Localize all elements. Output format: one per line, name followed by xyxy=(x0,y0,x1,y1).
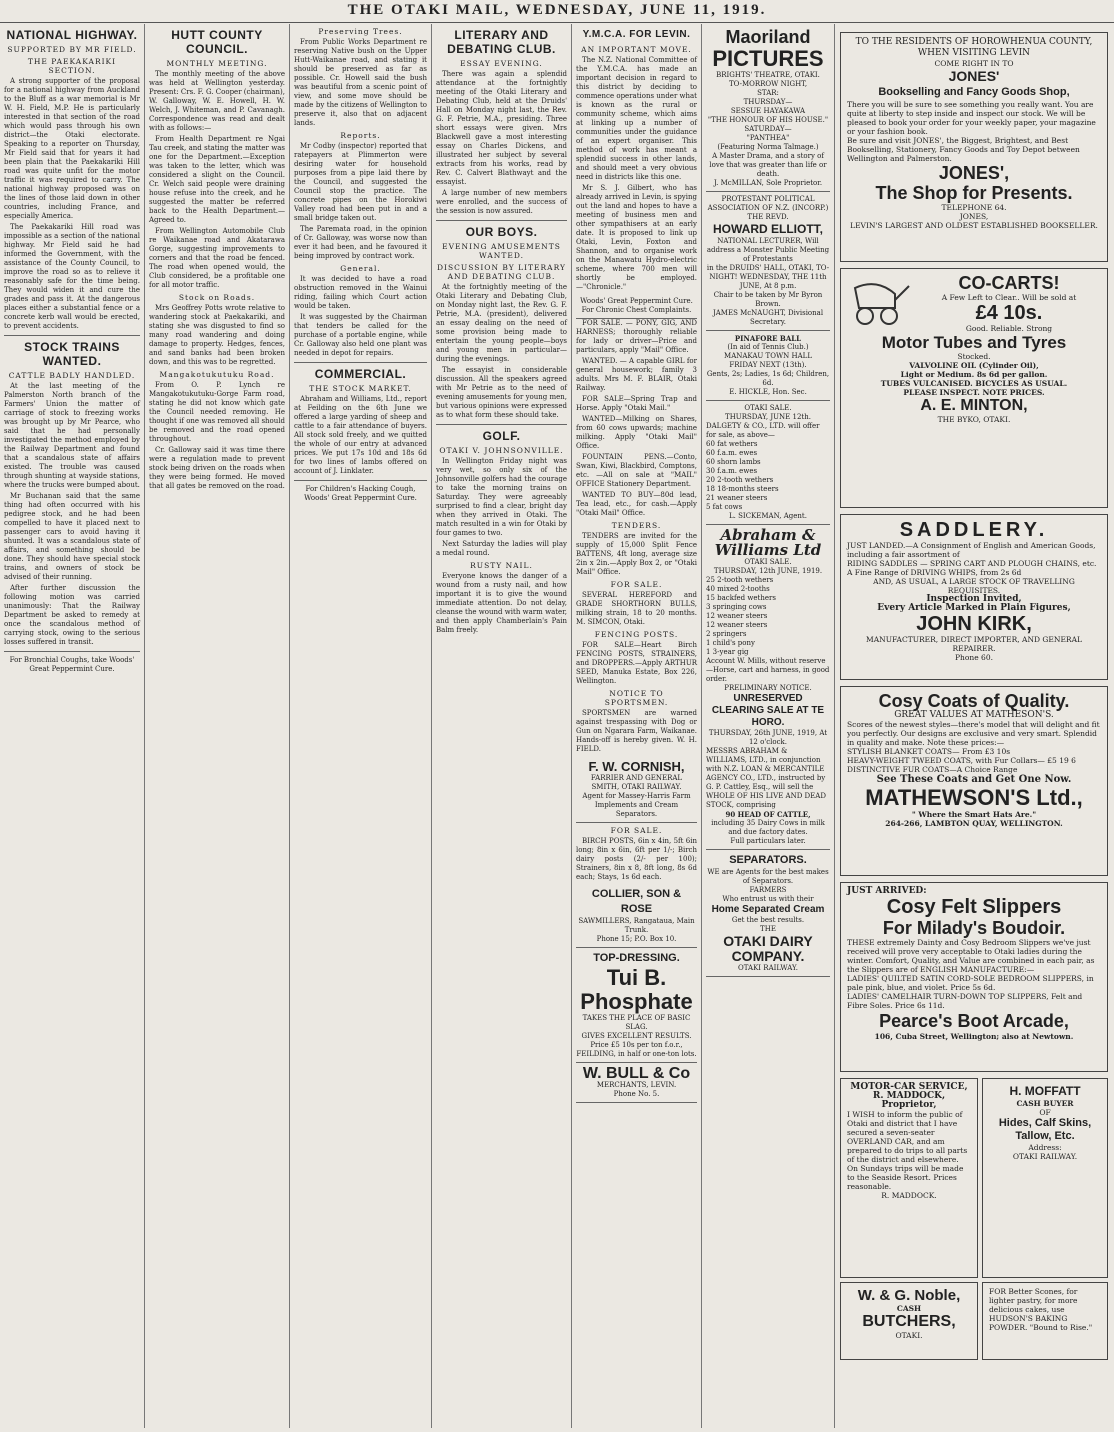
moffatt-hides-ad: H. MOFFATT CASH BUYER OF Hides, Calf Skins, Tallow, Etc. Address: OTAKI RAILWAY. xyxy=(982,1078,1108,1278)
subhead: OTAKI V. JOHNSONVILLE. xyxy=(439,446,564,455)
abraham-williams-ad: Abraham & Williams Ltd OTAKI SALE. THURSDAY, 12th JUNE, 1919. 25 2-tooth wethers 40 mixed 2-tooths 15 backfed wethers 3 springing cows 12 weaner steers 12 weaner steers 2 springers 1 child's pony 1 3-year gig Account W. Mills, without reserve—Horse, cart and harness, in good order. PRELIMINARY NOTICE. UNRESERVED CLEARING SALE AT TE HORO. THURSDAY, 26th JUNE, 1919, At 12 o'clock. MESSRS ABRAHAM & WILLIAMS, LTD., in conjunction with N.Z. LOAN & MERCANTILE AGENCY CO., LTD., instructed by G. P. Cattley, Esq., will sell the WHOLE OF HIS LIVE AND DEAD STOCK, comprising 90 HEAD OF CATTLE, including 35 Dairy Cows in milk and due factory dates. Full particulars later. xyxy=(706,525,830,850)
subhead: AN IMPORTANT MOVE. xyxy=(581,45,692,54)
article-paragraph: Cr. Galloway said it was time there were a regulation made to prevent stock being driven on the roads when they were being formed. He moved that all gates be removed on the road. xyxy=(149,446,285,490)
noble-butchers-ad: W. & G. Noble, CASH BUTCHERS, OTAKI. xyxy=(840,1282,978,1360)
headline-golf: GOLF. xyxy=(482,429,521,443)
column-6 xyxy=(702,24,835,1428)
classified-ad: SEVERAL HEREFORD and GRADE SHORTHORN BULLS, milking strain, 18 to 20 months. M. SIMCON, Otaki. xyxy=(576,591,697,626)
subhead: MONTHLY MEETING. xyxy=(166,59,268,68)
classified-ad: FOR SALE. — PONY, GIG, AND HARNESS; thoroughly reliable for lady or driver—Price and particulars, apply "Mail" Office. xyxy=(576,319,697,354)
article-paragraph: Mrs Geoffrey Potts wrote relative to wandering stock at Paekakariki, and stating she was disgusted to find so many road wandering and doing damage to property. Hedges, fences, and sand banks had been broken down, and this was to be regretted. xyxy=(149,304,285,366)
article-paragraph: The N.Z. National Committee of the Y.M.C.A. has made an important decision in regard to this district by deciding to commence operations under what is known as the rural or community scheme, which aims at linking up a number of communities under the guidance of an expert organiser. This method of work has meant a splendid success in other lands, and should meet a very obvious need in districts like this one. xyxy=(576,56,697,181)
maoriland-pictures-ad: Maoriland PICTURES BRIGHTS' THEATRE, OTAKI. TO-MORROW NIGHT, STAR: THURSDAY— SESSUE HAYAKAWA "THE HONOUR OF HIS HOUSE." SATURDAY— "PANTHEA" (Featuring Norma Talmage.) A Master Drama, and a story of love that was greater than life or death. J. McMILLAN, Sole Proprietor. xyxy=(706,24,830,192)
column-5 xyxy=(572,24,702,1428)
masthead: THE OTAKI MAIL, WEDNESDAY, JUNE 11, 1919. xyxy=(0,0,1114,23)
article-paragraph: Mr S. J. Gilbert, who has already arrived in Levin, is spying out the land and hopes to have a meeting of business men and other sympathisers at an early date. It is proposed to link up Otaki, Levin, Foxton and Shannon, and to organise work on the Manawatu Hydro-electric scheme, where 700 men will shortly be employed.—"Chronicle." xyxy=(576,184,697,291)
pinafore-ball-ad: PINAFORE BALL (In aid of Tennis Club.) MANAKAU TOWN HALL FRIDAY NEXT (13th). Gents, 2s; Ladies, 1s 6d; Children, 6d. E. HICKLE, Hon. Sec. xyxy=(706,331,830,401)
headline-ymca: Y.M.C.A. FOR LEVIN. xyxy=(582,29,691,40)
maddock-motor-ad: MOTOR-CAR SERVICE, R. MADDOCK, Proprietor, I WISH to inform the public of Otaki and district that I have secured a seven-seater OVERLAND CAR, and am prepared to do trips to all parts of the district and elsewhere. On Sundays trips will be made to the Seaside Resort. Prices reasonable. R. MADDOCK. xyxy=(840,1078,978,1278)
article-paragraph: The monthly meeting of the above was held at Wellington yesterday. Present: Crs. F. G. Cooper (chairman), W. Galloway, W. E. Howell, H. W. Welch, J. Whiteman, and P. Cavanagh. Correspondence was read and dealt with as follows:— xyxy=(149,70,285,132)
subhead: RUSTY NAIL. xyxy=(470,561,533,570)
classified-ad: TENDERS are invited for the supply of 15,000 Split Fence BATTENS, 4ft long, average size 2in x 2in.—Apply Box 2, or "Otaki Mail" Office. xyxy=(576,532,697,576)
headline-our-boys: OUR BOYS. xyxy=(465,225,538,239)
divider xyxy=(4,651,140,652)
article-paragraph: From Health Department re Ngai Tau creek, and stating the matter was one for the Department.—Exception was taken to the letter, which was considered a slight on the Council. Cr. Welch said people were draining house refuse into the creek, and he suggested the matter be referred back to the Health Department.—Agreed to. xyxy=(149,135,285,224)
separators-ad: SEPARATORS. WE are Agents for the best makes of Separators. FARMERS Who entrust us with their Home Separated Cream Get the best results. THE OTAKI DAIRY COMPANY. OTAKI RAILWAY. xyxy=(706,850,830,977)
headline-literary-club: LITERARY AND DEBATING CLUB. xyxy=(447,28,556,56)
dalgety-sale-ad: OTAKI SALE. THURSDAY, JUNE 12th. DALGETY & CO., LTD. will offer for sale, as above— 60 fat wethers 60 f.a.m. ewes 60 shorn lambs 30 f.a.m. ewes 20 2-tooth wethers 18 18-months steers 21 weaner steers 5 fat cows L. SICKEMAN, Agent. xyxy=(706,401,830,525)
subhead: Reports. xyxy=(340,131,381,140)
classified-ad: BIRCH POSTS, 6in x 4in, 5ft 6in long; 8in x 6in, 6ft per 1/-; Birch dairy posts (2/- per 100); Strainers, 8in x 8, 8ft long, 8s 6d each; Stays, 1s 6d each. xyxy=(576,837,697,881)
classified-ad: WANTED TO BUY—80d lead, Tea lead, etc., for cash.—Apply "Otaki Mail" Office. xyxy=(576,491,697,517)
pram-icon xyxy=(847,280,917,326)
mathewsons-coats-ad: Cosy Coats of Quality. GREAT VALUES AT MATHESON'S. Scores of the newest styles—there's model that will delight and fit you perfectly. Our designs are exclusive and very smart. Splendid in quality and make. Note these prices:— STYLISH BLANKET COATS— From £3 10s HEAVY-WEIGHT TWEED COATS, with Fur Collars— £5 19 6 DISTINCTIVE FUR COATS—A Choice Range See These Coats and Get One Now. MATHEWSON'S Ltd., " Where the Smart Hats Are." 264-266, LAMBTON QUAY, WELLINGTON. xyxy=(840,686,1108,876)
protestant-meeting-ad: PROTESTANT POLITICAL ASSOCIATION OF N.Z. (INCORP.) THE REVD. HOWARD ELLIOTT, NATIONAL LECTURER, Will address a Monster Public Meeting of Protestants in the DRUIDS' HALL, OTAKI, TO-NIGHT! WEDNESDAY, THE 11th JUNE, At 8 p.m. Chair to be taken by Mr Byron Brown. JAMES McNAUGHT, Divisional Secretary. xyxy=(706,192,830,331)
subhead: SUPPORTED BY MR FIELD. xyxy=(7,45,137,54)
article-paragraph: From O. P. Lynch re Mangakotukutuku-Gorge Farm road, stating he did not know which gate the Council needed removing. He thought if one was removed all should be removed and the road opened throughout. xyxy=(149,381,285,443)
baking-powder-ad: FOR Better Scones, for lighter pastry, for more delicious cakes, use HUDSON'S BAKING POWDER. "Bound to Rise." xyxy=(982,1282,1108,1360)
subhead: TENDERS. xyxy=(611,521,662,530)
footer-ad: For Bronchial Coughs, take Woods' Great Peppermint Cure. xyxy=(9,656,135,673)
column-1 xyxy=(0,24,145,1428)
divider xyxy=(436,220,567,221)
subhead: FOR SALE. xyxy=(610,826,663,835)
subhead: Mangakotukutuku Road. xyxy=(159,370,275,379)
headline-hutt-council: HUTT COUNTY COUNCIL. xyxy=(171,28,263,56)
subhead: ESSAY EVENING. xyxy=(460,59,543,68)
column-4 xyxy=(432,24,572,1428)
bull-ad: W. BULL & Co MERCHANTS, LEVIN. Phone No. 5. xyxy=(576,1063,697,1103)
classified-ad: SPORTSMEN are warned against trespassing with Dog or Gun on Ngarara Farm, Waikanae. Hands-off is hereby given. W. H. FIELD. xyxy=(576,709,697,753)
subhead: General. xyxy=(340,264,381,273)
pearces-slippers-ad: JUST ARRIVED: Cosy Felt Slippers For Milady's Boudoir. THESE extremely Dainty and Cosy Bedroom Slippers we've just received will prove very acceptable to Otaki ladies during the winter. Comfort, Quality, and Value are combined in each pair, as the Slippers are of ENGLISH MANUFACTURE:— LADIES' QUILTED SATIN CORD-SOLE BEDROOM SLIPPERS, in pale pink, blue, and violet. Price 5s 6d. LADIES' CAMELHAIR TURN-DOWN TOP SLIPPERS, Felt and Fibre Soles. Price 6s 11d. Pearce's Boot Arcade, 106, Cuba Street, Wellington; also at Newtown. xyxy=(840,882,1108,1072)
cocart-header: CO-CARTS! A Few Left to Clear.. Will be sold at £4 10s. Good. Reliable. Strong xyxy=(847,273,1101,333)
article-paragraph: At the last meeting of the Palmerston North branch of the Farmers' Union the matter of carriage of stock to freezing works was brought up by Mr Pearce, who said that he had personally investigated the method employed by the Railway Department and found that a scandalous state of affairs existed. The trouble was caused through shunting at wayside stations, where the trucks were bumped about. xyxy=(4,382,140,489)
article-paragraph: Everyone knows the danger of a wound from a rusty nail, and how important it is to give the wound immediate attention. Do not delay, cleanse the wound with warm water, and then apply Chamberlain's Pain Balm freely. xyxy=(436,572,567,634)
footer-ad: For Children's Hacking Cough, Woods' Great Peppermint Cure. xyxy=(304,485,417,502)
divider xyxy=(294,480,427,481)
subhead: THE STOCK MARKET. xyxy=(309,384,412,393)
column-2 xyxy=(145,24,290,1428)
headline-national-highway: NATIONAL HIGHWAY. xyxy=(6,28,138,42)
classified-ad: FOR SALE—Spring Trap and Horse. Apply "Otaki Mail." xyxy=(576,395,697,412)
article-paragraph: A strong supporter of the proposal for a national highway from Auckland to the Bluff as a war memorial is Mr W. H. Field, M.P. He is particularly interested in that section of the road which would pass through his own district—the Otaki electorate. Speaking to a reporter on Thursday, Mr Field said that for years it had been plain that the Paekakariki Hill road was quite unfit for the motor traffic it was required to carry. The national highway proposed was on the lines of those laid down in other countries, including France, and especially America. xyxy=(4,77,140,220)
article-paragraph: Abraham and Williams, Ltd., report at Feilding on the 6th June we offered a large yarding of sheep and cattle to a fair attendance of buyers. All stock sold freely, and we quitted the whole of our entry at advanced prices. We put 17s 10d and 18s 6d for two lines of lambs offered on account of J. Linklater. xyxy=(294,395,427,475)
article-paragraph: The Paekakariki Hill road was impossible as a section of the national highway. Mr Field said he had informed the Government, with the assistance of the County Council, to improve the road so as to relieve it reasonably safe for the time being. They would widen it and cure the grades and pass it. At the dangerous places either a substantial fence or a concrete kerb wall would be erected, to prevent accidents. xyxy=(4,223,140,330)
article-paragraph: The Paremata road, in the opinion of Cr. Galloway, was worse now than ever it had been, and he favoured it being improved by contract work. xyxy=(294,225,427,260)
subhead: FENCING POSTS. xyxy=(594,630,679,639)
collier-ad: COLLIER, SON & ROSE SAWMILLERS, Rangataua, Main Trunk. Phone 15; P.O. Box 10. xyxy=(576,884,697,948)
article-paragraph: The essayist in considerable discussion. All the speakers agreed with Mr Petrie as to the need of evening amusements for young men, but various opinions were expressed as to what form these should take. xyxy=(436,366,567,419)
divider xyxy=(436,424,567,425)
headline-stock-trains: STOCK TRAINS WANTED. xyxy=(24,340,120,368)
classified-ad: WANTED. — A capable GIRL for general housework; family 3 adults. Mrs M. F. BLAIR, Otaki Railway. xyxy=(576,357,697,392)
subhead: EVENING AMUSEMENTS WANTED. xyxy=(442,242,561,260)
classified-ad: FOR SALE—Heart Birch FENCING POSTS, STRAINERS, and DROPPERS.—Apply ARTHUR SEED, Manuka Estate, Box 226, Wellington. xyxy=(576,641,697,685)
subhead: Stock on Roads. xyxy=(178,293,256,302)
classified-ad: FOUNTAIN PENS.—Conto, Swan, Kiwi, Blackbird, Comptons, etc. —All on sale at "MAIL" OFFICE Stationery Department. xyxy=(576,453,697,488)
divider xyxy=(294,362,427,363)
divider xyxy=(4,335,140,336)
subhead: NOTICE TO SPORTSMEN. xyxy=(604,689,669,707)
article-paragraph: There was again a splendid attendance at the fortnightly meeting of the Otaki Literary and Debating Club, held at the Druids' Hall on Monday night last, the Rev. G. F. Petrie, M.A., presiding. Three short essays were given. Mrs Blackwell gave a most interesting essay on Charles Dickens, and illustrated her subject by several extracts from his works, read by Rev. C. Calvert Blathwayt and the essayist. xyxy=(436,70,567,186)
article-paragraph: Next Saturday the ladies will play a medal round. xyxy=(436,540,567,557)
subhead: DISCUSSION BY LITERARY AND DEBATING CLUB. xyxy=(437,263,566,281)
classified-ad: WANTED—Milking on Shares, from 60 cows upwards; machine milking. Apply "Otaki Mail" Office. xyxy=(576,415,697,450)
article-paragraph: A large number of new members were enrolled, and the success of the session is now assured. xyxy=(436,189,567,215)
subhead: CATTLE BADLY HANDLED. xyxy=(8,371,136,380)
article-paragraph: It was suggested by the Chairman that tenders be called for the purchase of a portable engine, while Cr. Galloway also held one plant was needed in depot for repairs. xyxy=(294,313,427,357)
minton-cocarts-ad: CO-CARTS! A Few Left to Clear.. Will be sold at £4 10s. Good. Reliable. Strong Motor Tubes and Tyres Stocked. VALVOLINE OIL (Cylinder Oil), Light or Medium. 8s 6d per gallon. TUBES VULCANISED. BICYCLES AS USUAL. PLEASE INSPECT. NOTE PRICES. A. E. MINTON, THE BYKO, OTAKI. xyxy=(840,268,1108,508)
article-paragraph: Mr Buchanan said that the same thing had often occurred with his pedigree stock, and he had been compelled to have it placed next to passenger cars to avoid having it shunted. It was a scandalous state of affairs, and something should be done. They should have special stock trains, and owners of stock be advised of their running. xyxy=(4,492,140,581)
article-paragraph: Mr Codby (inspector) reported that ratepayers at Plimmerton were desiring water for household purposes from a pipe laid there by the Council, and suggested the Council stop the practice. The concrete pipes on the Horokiwi Valley road had been put in and a small bridge taken out. xyxy=(294,142,427,222)
jones-bookseller-ad: TO THE RESIDENTS OF HOROWHENUA COUNTY, WHEN VISITING LEVIN COME RIGHT IN TO JONES' Bookselling and Fancy Goods Shop, There you will be sure to see something you really want. You are quite at liberty to step inside and inspect our stock. We will be pleased to book your order for your weekly paper, your magazine or your fashion book. Be sure and visit JONES', the Biggest, Brightest, and Best Bookselling, Stationery, Fancy Goods and Toy Depot between Wellington and Palmerston. JONES', The Shop for Presents. TELEPHONE 64. JONES, LEVIN'S LARGEST AND OLDEST ESTABLISHED BOOKSELLER. xyxy=(840,32,1108,262)
article-paragraph: After further discussion the following motion was carried unanimously: That the Railway Department be asked to remedy at once the scandalous method of carrying stock, owing to the serious losses suffered in transit. xyxy=(4,584,140,646)
subhead: THE PAEKAKARIKI SECTION. xyxy=(27,57,117,75)
peppermint-ad: Woods' Great Peppermint Cure. For Chronic Chest Complaints. xyxy=(576,294,697,319)
cornish-ad: F. W. CORNISH, FARRIER AND GENERAL SMITH, OTAKI RAILWAY. Agent for Massey-Harris Farm Implements and Cream Separators. xyxy=(576,756,697,823)
kirk-saddlery-ad: SADDLERY. JUST LANDED.—A Consignment of English and American Goods, including a fair assortment of RIDING SADDLES — SPRING CART AND PLOUGH CHAINS, etc. A Fine Range of DRIVING WHIPS, from 2s 6d AND, AS USUAL, A LARGE STOCK OF TRAVELLING REQUISITES. Inspection Invited, Every Article Marked in Plain Figures, JOHN KIRK, MANUFACTURER, DIRECT IMPORTER, AND GENERAL REPAIRER. Phone 60. xyxy=(840,514,1108,680)
subhead: FOR SALE. xyxy=(610,580,663,589)
article-paragraph: From Wellington Automobile Club re Waikanae road and Akatarawa Gorge, suggesting improvements to corners and that the road be fenced. The road when opened would, the Club considered, be a profitable one for all motor traffic. xyxy=(149,227,285,289)
article-paragraph: In Wellington Friday night was very wet, so only six of the Johnsonville golfers had the courage to take the morning trains on Saturday. They were agreeably surprised to find a clear, bright day when they arrived in Otaki. The match resulted in a win for Otaki by four games to two. xyxy=(436,457,567,537)
headline-commercial: COMMERCIAL. xyxy=(314,367,407,381)
article-paragraph: At the fortnightly meeting of the Otaki Literary and Debating Club, on Monday night last, the Rev. G. F. Petrie, M.A. (president), delivered an essay dealing on the need of some provision being made to entertain the young people—boys and young men in particular—during the evenings. xyxy=(436,283,567,363)
tui-phosphate-ad: TOP-DRESSING. Tui B. Phosphate TAKES THE PLACE OF BASIC SLAG. GIVES EXCELLENT RESULTS. Price £5 10s per ton f.o.r., FEILDING, in half or one-ton lots. xyxy=(576,948,697,1063)
column-3 xyxy=(290,24,432,1428)
article-paragraph: It was decided to have a road obstruction removed in the Wainui riding, failing which Court action would be taken. xyxy=(294,275,427,310)
article-paragraph: From Public Works Department re reserving Native bush on the Upper Hutt-Waikanae road, and stating it should be preserved as far as possible. Cr. Howell said the bush was beautiful from a scenic point of view, and some move should be made by the citizens of Wellington to preserve it, also that on adjacent lands. xyxy=(294,38,427,127)
subhead: Preserving Trees. xyxy=(318,27,403,36)
